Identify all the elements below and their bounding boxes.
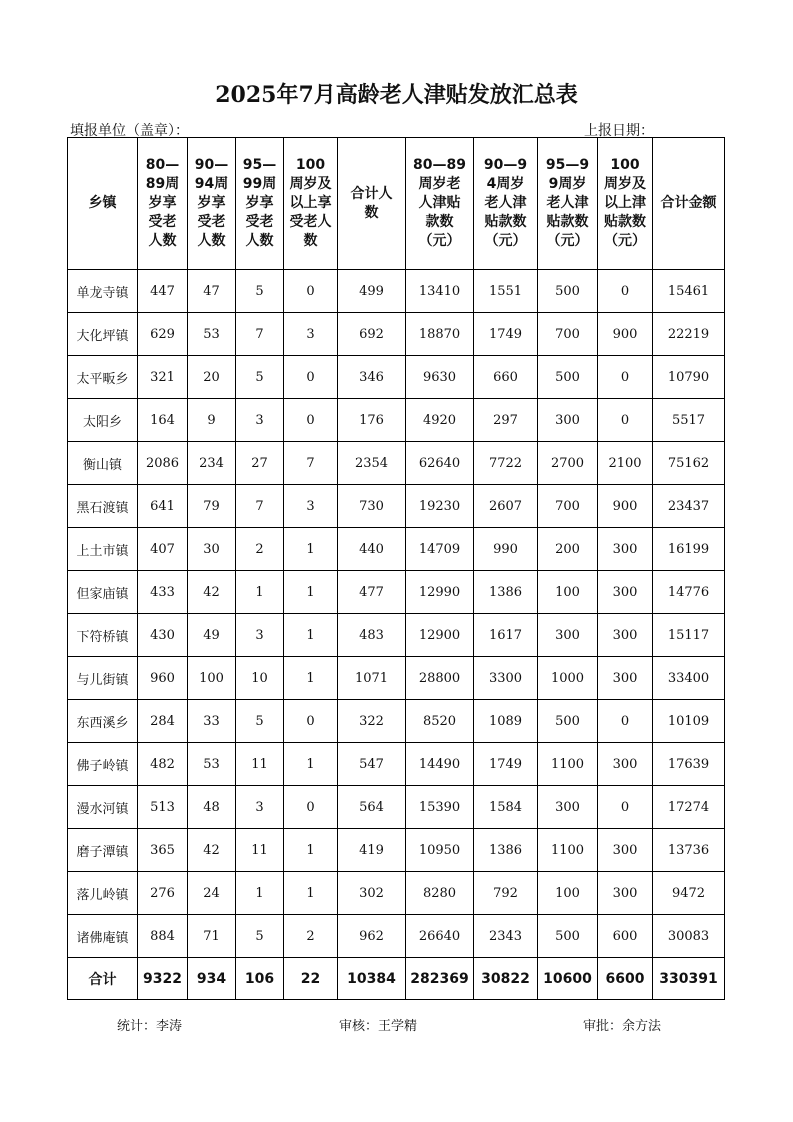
value-cell: 297 bbox=[474, 399, 538, 442]
value-cell: 1 bbox=[284, 872, 338, 915]
column-header-line: 99周 bbox=[242, 176, 277, 192]
value-cell: 1089 bbox=[474, 700, 538, 743]
value-cell: 24 bbox=[188, 872, 236, 915]
table-row bbox=[68, 829, 725, 872]
value-cell: 9630 bbox=[406, 356, 474, 399]
value-cell: 0 bbox=[598, 270, 653, 313]
value-cell: 12900 bbox=[406, 614, 474, 657]
column-header-line: 数 bbox=[303, 233, 318, 249]
column-header-line: 以上津 bbox=[604, 195, 646, 211]
value-cell: 641 bbox=[138, 485, 188, 528]
value-cell: 17639 bbox=[653, 743, 725, 786]
value-cell: 660 bbox=[474, 356, 538, 399]
total-value-cell: 934 bbox=[188, 958, 236, 1000]
value-cell: 2343 bbox=[474, 915, 538, 958]
column-header-line: 周岁及 bbox=[289, 176, 332, 192]
town-name-cell: 诸佛庵镇 bbox=[68, 915, 138, 958]
value-cell: 900 bbox=[598, 313, 653, 356]
table-row bbox=[68, 743, 725, 786]
value-cell: 13410 bbox=[406, 270, 474, 313]
value-cell: 300 bbox=[538, 786, 598, 829]
value-cell: 100 bbox=[538, 872, 598, 915]
value-cell: 547 bbox=[338, 743, 406, 786]
value-cell: 23437 bbox=[653, 485, 725, 528]
town-name-cell: 漫水河镇 bbox=[68, 786, 138, 829]
value-cell: 0 bbox=[284, 700, 338, 743]
column-header bbox=[188, 138, 236, 270]
column-header-line: 老人津 bbox=[546, 195, 589, 211]
value-cell: 26640 bbox=[406, 915, 474, 958]
column-header-line: 岁享 bbox=[245, 195, 274, 211]
value-cell: 9472 bbox=[653, 872, 725, 915]
column-header-line: 95— bbox=[242, 157, 277, 173]
value-cell: 42 bbox=[188, 829, 236, 872]
value-cell: 7 bbox=[236, 485, 284, 528]
town-name-cell: 单龙寺镇 bbox=[68, 270, 138, 313]
town-name-cell: 上土市镇 bbox=[68, 528, 138, 571]
value-cell: 3 bbox=[236, 614, 284, 657]
value-cell: 0 bbox=[598, 700, 653, 743]
value-cell: 1 bbox=[284, 657, 338, 700]
column-header-line: 95—9 bbox=[545, 157, 590, 173]
value-cell: 62640 bbox=[406, 442, 474, 485]
value-cell: 9 bbox=[188, 399, 236, 442]
value-cell: 10 bbox=[236, 657, 284, 700]
column-header bbox=[284, 138, 338, 270]
value-cell: 477 bbox=[338, 571, 406, 614]
value-cell: 884 bbox=[138, 915, 188, 958]
value-cell: 3300 bbox=[474, 657, 538, 700]
value-cell: 700 bbox=[538, 313, 598, 356]
column-header bbox=[138, 138, 188, 270]
town-name-cell: 佛子岭镇 bbox=[68, 743, 138, 786]
column-header-line: 贴款数 bbox=[604, 214, 646, 230]
subsidy-summary-table bbox=[67, 137, 725, 1000]
value-cell: 47 bbox=[188, 270, 236, 313]
value-cell: 30 bbox=[188, 528, 236, 571]
table-row bbox=[68, 614, 725, 657]
value-cell: 71 bbox=[188, 915, 236, 958]
table-row bbox=[68, 700, 725, 743]
value-cell: 3 bbox=[284, 485, 338, 528]
total-value-cell: 10600 bbox=[538, 958, 598, 1000]
value-cell: 482 bbox=[138, 743, 188, 786]
value-cell: 1071 bbox=[338, 657, 406, 700]
stats-signature: 统计：李涛 bbox=[117, 1019, 183, 1034]
value-cell: 30083 bbox=[653, 915, 725, 958]
town-name-cell: 太阳乡 bbox=[68, 399, 138, 442]
value-cell: 2086 bbox=[138, 442, 188, 485]
value-cell: 100 bbox=[188, 657, 236, 700]
value-cell: 1551 bbox=[474, 270, 538, 313]
column-header-line: 4周岁 bbox=[486, 176, 525, 192]
value-cell: 300 bbox=[598, 743, 653, 786]
column-header-line: 人数 bbox=[148, 233, 177, 249]
value-cell: 100 bbox=[538, 571, 598, 614]
value-cell: 284 bbox=[138, 700, 188, 743]
total-row bbox=[68, 958, 725, 1000]
value-cell: 419 bbox=[338, 829, 406, 872]
value-cell: 300 bbox=[598, 528, 653, 571]
value-cell: 300 bbox=[598, 657, 653, 700]
header-row bbox=[68, 138, 725, 270]
value-cell: 440 bbox=[338, 528, 406, 571]
town-name-cell: 太平畈乡 bbox=[68, 356, 138, 399]
value-cell: 19230 bbox=[406, 485, 474, 528]
fill-unit-label: 填报单位（盖章）： bbox=[70, 123, 189, 139]
column-header-line: 9周岁 bbox=[548, 176, 587, 192]
value-cell: 18870 bbox=[406, 313, 474, 356]
table-row bbox=[68, 915, 725, 958]
table-row bbox=[68, 356, 725, 399]
column-header-line: 94周 bbox=[194, 176, 229, 192]
value-cell: 483 bbox=[338, 614, 406, 657]
column-header bbox=[338, 138, 406, 270]
value-cell: 15117 bbox=[653, 614, 725, 657]
value-cell: 22219 bbox=[653, 313, 725, 356]
value-cell: 79 bbox=[188, 485, 236, 528]
value-cell: 1 bbox=[284, 829, 338, 872]
value-cell: 5 bbox=[236, 270, 284, 313]
town-name-cell: 衡山镇 bbox=[68, 442, 138, 485]
value-cell: 14490 bbox=[406, 743, 474, 786]
value-cell: 1584 bbox=[474, 786, 538, 829]
value-cell: 53 bbox=[188, 743, 236, 786]
value-cell: 433 bbox=[138, 571, 188, 614]
value-cell: 2354 bbox=[338, 442, 406, 485]
column-header-line: 岁享 bbox=[148, 195, 177, 211]
column-header bbox=[538, 138, 598, 270]
value-cell: 0 bbox=[598, 399, 653, 442]
value-cell: 1749 bbox=[474, 313, 538, 356]
column-header-line: 周岁老 bbox=[418, 176, 461, 192]
column-header-line: 80— bbox=[145, 157, 180, 173]
table-row bbox=[68, 313, 725, 356]
value-cell: 1100 bbox=[538, 743, 598, 786]
column-header bbox=[406, 138, 474, 270]
town-name-cell: 但家庙镇 bbox=[68, 571, 138, 614]
value-cell: 0 bbox=[284, 270, 338, 313]
town-name-cell: 磨子潭镇 bbox=[68, 829, 138, 872]
value-cell: 500 bbox=[538, 700, 598, 743]
value-cell: 321 bbox=[138, 356, 188, 399]
value-cell: 5517 bbox=[653, 399, 725, 442]
value-cell: 300 bbox=[598, 614, 653, 657]
value-cell: 1100 bbox=[538, 829, 598, 872]
value-cell: 1 bbox=[236, 571, 284, 614]
value-cell: 5 bbox=[236, 915, 284, 958]
value-cell: 11 bbox=[236, 829, 284, 872]
value-cell: 7722 bbox=[474, 442, 538, 485]
value-cell: 430 bbox=[138, 614, 188, 657]
value-cell: 960 bbox=[138, 657, 188, 700]
page-title: 2025年7月高龄老人津贴发放汇总表 bbox=[215, 82, 578, 108]
value-cell: 692 bbox=[338, 313, 406, 356]
value-cell: 15390 bbox=[406, 786, 474, 829]
column-header-line: 受老人 bbox=[289, 214, 332, 230]
column-header bbox=[236, 138, 284, 270]
report-date-label: 上报日期： bbox=[584, 123, 654, 139]
column-header-line: （元） bbox=[546, 233, 589, 249]
column-header-line: 数 bbox=[364, 204, 379, 221]
value-cell: 900 bbox=[598, 485, 653, 528]
value-cell: 2 bbox=[236, 528, 284, 571]
value-cell: 2100 bbox=[598, 442, 653, 485]
value-cell: 49 bbox=[188, 614, 236, 657]
column-header-line: 90— bbox=[194, 157, 229, 173]
value-cell: 8280 bbox=[406, 872, 474, 915]
value-cell: 234 bbox=[188, 442, 236, 485]
table-row bbox=[68, 442, 725, 485]
column-header bbox=[653, 138, 725, 270]
column-header-line: 以上享 bbox=[289, 195, 332, 211]
value-cell: 14709 bbox=[406, 528, 474, 571]
value-cell: 1000 bbox=[538, 657, 598, 700]
column-header bbox=[68, 138, 138, 270]
column-header-line: （元） bbox=[418, 233, 461, 249]
value-cell: 300 bbox=[598, 872, 653, 915]
column-header-line: （元） bbox=[604, 233, 646, 249]
column-header-line: 80—89 bbox=[413, 157, 466, 173]
total-value-cell: 30822 bbox=[474, 958, 538, 1000]
value-cell: 0 bbox=[284, 399, 338, 442]
total-value-cell: 330391 bbox=[653, 958, 725, 1000]
value-cell: 1386 bbox=[474, 829, 538, 872]
value-cell: 5 bbox=[236, 356, 284, 399]
value-cell: 513 bbox=[138, 786, 188, 829]
total-value-cell: 10384 bbox=[338, 958, 406, 1000]
value-cell: 500 bbox=[538, 915, 598, 958]
value-cell: 564 bbox=[338, 786, 406, 829]
table-row bbox=[68, 270, 725, 313]
column-header-line: 合计金额 bbox=[660, 195, 717, 211]
value-cell: 990 bbox=[474, 528, 538, 571]
value-cell: 1 bbox=[284, 528, 338, 571]
value-cell: 15461 bbox=[653, 270, 725, 313]
value-cell: 1749 bbox=[474, 743, 538, 786]
town-name-cell: 与儿街镇 bbox=[68, 657, 138, 700]
value-cell: 600 bbox=[598, 915, 653, 958]
town-name-cell: 黑石渡镇 bbox=[68, 485, 138, 528]
value-cell: 53 bbox=[188, 313, 236, 356]
value-cell: 14776 bbox=[653, 571, 725, 614]
value-cell: 500 bbox=[538, 270, 598, 313]
value-cell: 300 bbox=[538, 614, 598, 657]
column-header-line: 乡镇 bbox=[88, 195, 117, 211]
value-cell: 7 bbox=[236, 313, 284, 356]
column-header-line: 受老 bbox=[197, 214, 226, 230]
value-cell: 365 bbox=[138, 829, 188, 872]
value-cell: 3 bbox=[236, 786, 284, 829]
value-cell: 176 bbox=[338, 399, 406, 442]
value-cell: 276 bbox=[138, 872, 188, 915]
value-cell: 33 bbox=[188, 700, 236, 743]
value-cell: 300 bbox=[538, 399, 598, 442]
column-header bbox=[598, 138, 653, 270]
value-cell: 300 bbox=[598, 571, 653, 614]
value-cell: 500 bbox=[538, 356, 598, 399]
table-row bbox=[68, 399, 725, 442]
value-cell: 2700 bbox=[538, 442, 598, 485]
total-label-cell: 合计 bbox=[68, 958, 138, 1000]
value-cell: 0 bbox=[598, 786, 653, 829]
column-header-line: 90—9 bbox=[483, 157, 528, 173]
column-header-line: 89周 bbox=[145, 176, 180, 192]
column-header-line: 岁享 bbox=[197, 195, 226, 211]
town-name-cell: 下符桥镇 bbox=[68, 614, 138, 657]
table-row bbox=[68, 485, 725, 528]
column-header-line: 周岁及 bbox=[604, 176, 646, 192]
value-cell: 11 bbox=[236, 743, 284, 786]
value-cell: 75162 bbox=[653, 442, 725, 485]
value-cell: 0 bbox=[598, 356, 653, 399]
value-cell: 346 bbox=[338, 356, 406, 399]
town-name-cell: 东西溪乡 bbox=[68, 700, 138, 743]
value-cell: 2607 bbox=[474, 485, 538, 528]
column-header-line: 老人津 bbox=[484, 195, 527, 211]
value-cell: 48 bbox=[188, 786, 236, 829]
value-cell: 12990 bbox=[406, 571, 474, 614]
value-cell: 3 bbox=[236, 399, 284, 442]
value-cell: 3 bbox=[284, 313, 338, 356]
value-cell: 33400 bbox=[653, 657, 725, 700]
value-cell: 20 bbox=[188, 356, 236, 399]
town-name-cell: 大化坪镇 bbox=[68, 313, 138, 356]
column-header-line: 贴款数 bbox=[546, 214, 589, 230]
value-cell: 0 bbox=[284, 356, 338, 399]
value-cell: 1 bbox=[236, 872, 284, 915]
value-cell: 13736 bbox=[653, 829, 725, 872]
table-row bbox=[68, 528, 725, 571]
value-cell: 5 bbox=[236, 700, 284, 743]
column-header-line: 受老 bbox=[148, 214, 177, 230]
value-cell: 792 bbox=[474, 872, 538, 915]
value-cell: 10109 bbox=[653, 700, 725, 743]
table-row bbox=[68, 657, 725, 700]
column-header-line: 100 bbox=[610, 157, 640, 173]
value-cell: 1386 bbox=[474, 571, 538, 614]
value-cell: 42 bbox=[188, 571, 236, 614]
value-cell: 10790 bbox=[653, 356, 725, 399]
column-header-line: 受老 bbox=[245, 214, 274, 230]
value-cell: 27 bbox=[236, 442, 284, 485]
column-header-line: 人数 bbox=[245, 233, 274, 249]
value-cell: 302 bbox=[338, 872, 406, 915]
value-cell: 0 bbox=[284, 786, 338, 829]
column-header-line: （元） bbox=[484, 233, 527, 249]
column-header-line: 款数 bbox=[425, 214, 454, 230]
table-row bbox=[68, 872, 725, 915]
value-cell: 17274 bbox=[653, 786, 725, 829]
value-cell: 700 bbox=[538, 485, 598, 528]
value-cell: 164 bbox=[138, 399, 188, 442]
value-cell: 730 bbox=[338, 485, 406, 528]
value-cell: 322 bbox=[338, 700, 406, 743]
value-cell: 1617 bbox=[474, 614, 538, 657]
value-cell: 7 bbox=[284, 442, 338, 485]
value-cell: 407 bbox=[138, 528, 188, 571]
value-cell: 499 bbox=[338, 270, 406, 313]
column-header-line: 人津贴 bbox=[418, 195, 461, 211]
value-cell: 1 bbox=[284, 571, 338, 614]
value-cell: 629 bbox=[138, 313, 188, 356]
column-header-line: 人数 bbox=[197, 233, 226, 249]
value-cell: 8520 bbox=[406, 700, 474, 743]
value-cell: 300 bbox=[598, 829, 653, 872]
value-cell: 1 bbox=[284, 743, 338, 786]
table-row bbox=[68, 786, 725, 829]
value-cell: 28800 bbox=[406, 657, 474, 700]
value-cell: 1 bbox=[284, 614, 338, 657]
value-cell: 962 bbox=[338, 915, 406, 958]
review-signature: 审核：王学精 bbox=[339, 1019, 418, 1034]
column-header-line: 贴款数 bbox=[484, 214, 527, 230]
town-name-cell: 落儿岭镇 bbox=[68, 872, 138, 915]
value-cell: 447 bbox=[138, 270, 188, 313]
table-row bbox=[68, 571, 725, 614]
column-header-line: 100 bbox=[295, 157, 326, 173]
value-cell: 2 bbox=[284, 915, 338, 958]
column-header-line: 合计人 bbox=[350, 185, 393, 202]
value-cell: 4920 bbox=[406, 399, 474, 442]
total-value-cell: 22 bbox=[284, 958, 338, 1000]
total-value-cell: 106 bbox=[236, 958, 284, 1000]
value-cell: 16199 bbox=[653, 528, 725, 571]
value-cell: 200 bbox=[538, 528, 598, 571]
total-value-cell: 282369 bbox=[406, 958, 474, 1000]
approve-signature: 审批：余方法 bbox=[583, 1019, 662, 1034]
total-value-cell: 6600 bbox=[598, 958, 653, 1000]
total-value-cell: 9322 bbox=[138, 958, 188, 1000]
column-header bbox=[474, 138, 538, 270]
value-cell: 10950 bbox=[406, 829, 474, 872]
